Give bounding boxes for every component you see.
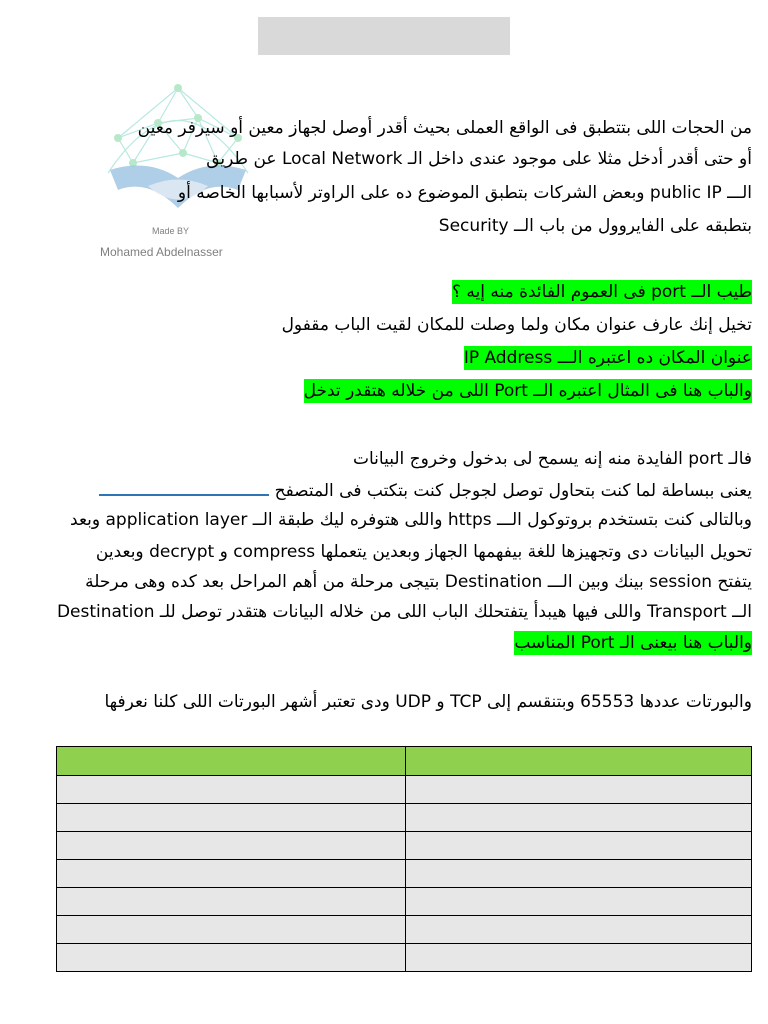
paragraph-3-line-4: تحويل البيانات دى وتجهيزها للغة بيفهمها الجهاز وبعدين يتعملها compress و decrypt وبعدين	[95, 542, 752, 562]
table-cell	[57, 888, 406, 916]
table-header-row	[57, 747, 752, 776]
table-cell	[57, 916, 406, 944]
watermark-made-by: Made BY	[152, 226, 190, 236]
paragraph-2-line-3: عنوان المكان ده اعتبره الـــ IP Address	[463, 348, 752, 368]
table-row	[57, 916, 752, 944]
ports-table	[56, 746, 752, 972]
paragraph-1-line-2: أو حتى أقدر أدخل مثلا على موجود عندى داخل الـ Local Network عن طريق	[206, 149, 752, 169]
table-row	[57, 832, 752, 860]
paragraph-3-line-2	[93, 479, 752, 503]
table-row	[57, 804, 752, 832]
table-header-cell	[406, 747, 752, 776]
table-row	[57, 944, 752, 972]
table-cell	[406, 804, 752, 832]
paragraph-3-line-2-text: يعنى ببساطة لما كنت بتحاول توصل لجوجل كنت بتكتب فى المتصفح	[274, 481, 752, 501]
paragraph-3-line-1: فالـ port الفايدة منه إنه يسمح لى بدخول وخروج البيانات	[352, 449, 752, 469]
paragraph-2-line-1: طيب الــ port فى العموم الفائدة منه إيه ؟	[451, 282, 752, 302]
table-cell	[57, 832, 406, 860]
table-cell	[406, 888, 752, 916]
table-cell	[57, 860, 406, 888]
table-cell	[406, 944, 752, 972]
table-row	[57, 776, 752, 804]
table-cell	[406, 776, 752, 804]
table-row	[57, 860, 752, 888]
paragraph-3-line-6: الــ Transport واللى فيها هيبدأ يتفتحلك الباب اللى من خلاله البيانات هتقدر توصل للـ Destination	[56, 602, 752, 622]
watermark-author: Mohamed Abdelnasser	[100, 245, 223, 259]
table-row	[57, 888, 752, 916]
table-cell	[57, 804, 406, 832]
watermark-logo	[88, 78, 268, 268]
paragraph-3-line-5: يتفتح session بينك وبين الـــ Destination بتيجى مرحلة من أهم المراحل بعد كده وهى مرحلة	[85, 572, 752, 592]
paragraph-3-line-3: وبالتالى كنت بتستخدم بروتوكول الـــ https واللى هتوفره ليك طبقة الــ application layer وبعد	[70, 510, 752, 530]
paragraph-2-line-2: تخيل إنك عارف عنوان مكان ولما وصلت للمكان لقيت الباب مقفول	[281, 315, 752, 335]
table-cell	[57, 944, 406, 972]
table-cell	[406, 860, 752, 888]
paragraph-1-line-4: بتطبقه على الفايروول من باب الــ Security	[438, 216, 752, 236]
table-header-cell	[57, 747, 406, 776]
paragraph-4: والبورتات عددها 65553 وبتنقسم إلى TCP و UDP ودى تعتبر أشهر البورتات اللى كلنا نعرفها	[104, 692, 752, 712]
paragraph-1-line-1: من الحجات اللى بتتطبق فى الواقع العملى بحيث أقدر أوصل لجهاز معين أو سيرفر معين	[137, 118, 752, 138]
document-title-placeholder	[258, 17, 510, 55]
paragraph-1-line-3: الـــ public IP وبعض الشركات بتطبق الموضوع ده على الراوتر لأسبابها الخاصه أو	[177, 183, 752, 203]
table-cell	[406, 916, 752, 944]
table-cell	[57, 776, 406, 804]
paragraph-3-line-7: والباب هنا بيعنى الـ Port المناسب	[514, 633, 752, 653]
link-placeholder[interactable]	[99, 480, 269, 496]
table-cell	[406, 832, 752, 860]
paragraph-2-line-4: والباب هنا فى المثال اعتبره الــ Port اللى من خلاله هتقدر تدخل	[303, 381, 752, 401]
